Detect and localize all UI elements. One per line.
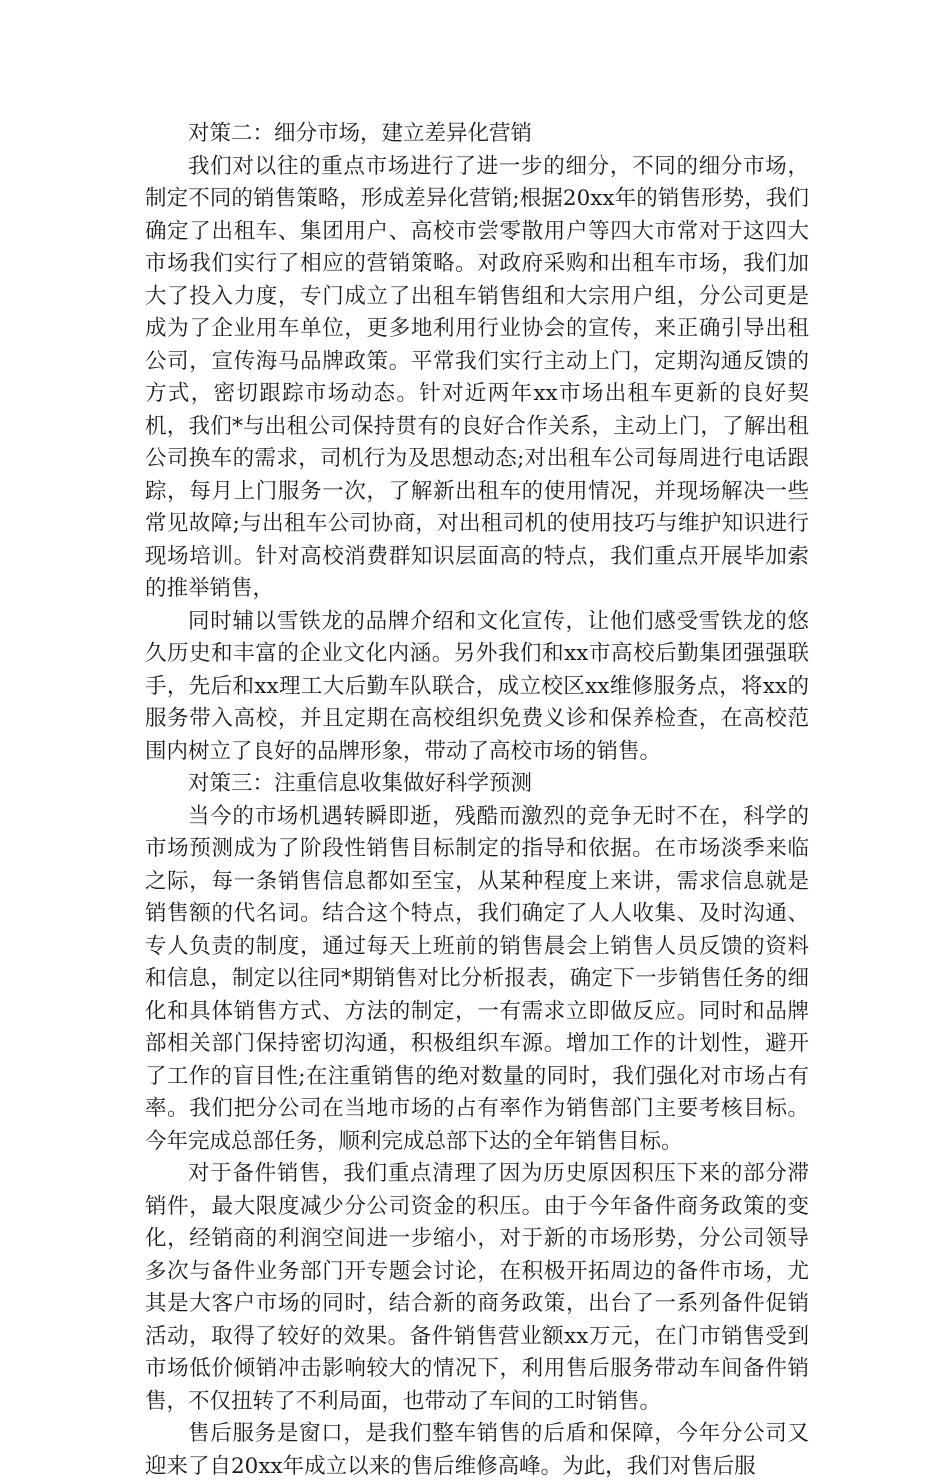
section-heading-strategy-2: 对策二：细分市场，建立差异化营销 [188,121,533,146]
paragraph-market-forecast: 当今的市场机遇转瞬即逝，残酷而激烈的竞争无时不在，科学的市场预测成为了阶段性销售目标制定的指导和依据。在市场淡季来临之际，每一条销售信息都如至宝，从某种程度上来讲，需求信息就是销售额的代名词。结合这个特点，我们确定了人人收集、及时沟通、专人负责的制度，通过每天上班前的销售晨会上销售人员反馈的资料和信息，制定以往同*期销售对比分析报表，确定下一步销售任务的细化和具体销售方式、方法的制定，一有需求立即做反应。同时和品牌部相关部门保持密切沟通，积极组织车源。增加工作的计划性，避开了工作的盲目性;在注重销售的绝对数量的同时，我们强化对市场占有率。我们把分公司在当地市场的占有率作为销售部门主要考核目标。今年完成总部任务，顺利完成总部下达的全年销售目标。 [145,803,809,1154]
paragraph-spare-parts-sales: 对于备件销售，我们重点清理了因为历史原因积压下来的部分滞销件，最大限度减少分公司资金的积压。由于今年备件商务政策的变化，经销商的利润空间进一步缩小，对于新的市场形势，分公司领导多次与备件业务部门开专题会讨论，在积极开拓周边的备件市场，尤其是大客户市场的同时，结合新的商务政策，出台了一系列备件促销活动，取得了较好的效果。备件销售营业额xx万元，在门市销售受到市场低价倾销冲击影响较大的情况下，利用售后服务带动车间备件销售，不仅扭转了不利局面，也带动了车间的工时销售。 [145,1161,809,1414]
section-heading-strategy-3: 对策三：注重信息收集做好科学预测 [188,771,533,796]
paragraph-brand-promotion: 同时辅以雪铁龙的品牌介绍和文化宣传，让他们感受雪铁龙的悠久历史和丰富的企业文化内涵。另外我们和xx市高校后勤集团强强联手，先后和xx理工大后勤车队联合，成立校区xx维修服务点，将xx的服务带入高校，并且定期在高校组织免费义诊和保养检查，在高校范围内树立了良好的品牌形象，带动了高校市场的销售。 [145,608,809,764]
paragraph-after-sales-service: 售后服务是窗口，是我们整车销售的后盾和保障，今年分公司又迎来了自20xx年成立以来的售后维修高峰。为此，我们对售后服 [145,1421,809,1479]
document-page [145,118,809,1483]
paragraph-market-segmentation: 我们对以往的重点市场进行了进一步的细分，不同的细分市场，制定不同的销售策略，形成差异化营销;根据20xx年的销售形势，我们确定了出租车、集团用户、高校市尝零散用户等四大市常对于这四大市场我们实行了相应的营销策略。对政府采购和出租车市场，我们加大了投入力度，专门成立了出租车销售组和大宗用户组，分公司更是成为了企业用车单位，更多地利用行业协会的宣传，来正确引导出租公司，宣传海马品牌政策。平常我们实行主动上门，定期沟通反馈的方式，密切跟踪市场动态。针对近两年xx市场出租车更新的良好契机，我们*与出租公司保持贯有的良好合作关系，主动上门，了解出租公司换车的需求，司机行为及思想动态;对出租车公司每周进行电话跟踪，每月上门服务一次，了解新出租车的使用情况，并现场解决一些常见故障;与出租车公司协商，对出租司机的使用技巧与维护知识进行现场培训。针对高校消费群知识层面高的特点，我们重点开展毕加索的推举销售， [145,153,809,601]
